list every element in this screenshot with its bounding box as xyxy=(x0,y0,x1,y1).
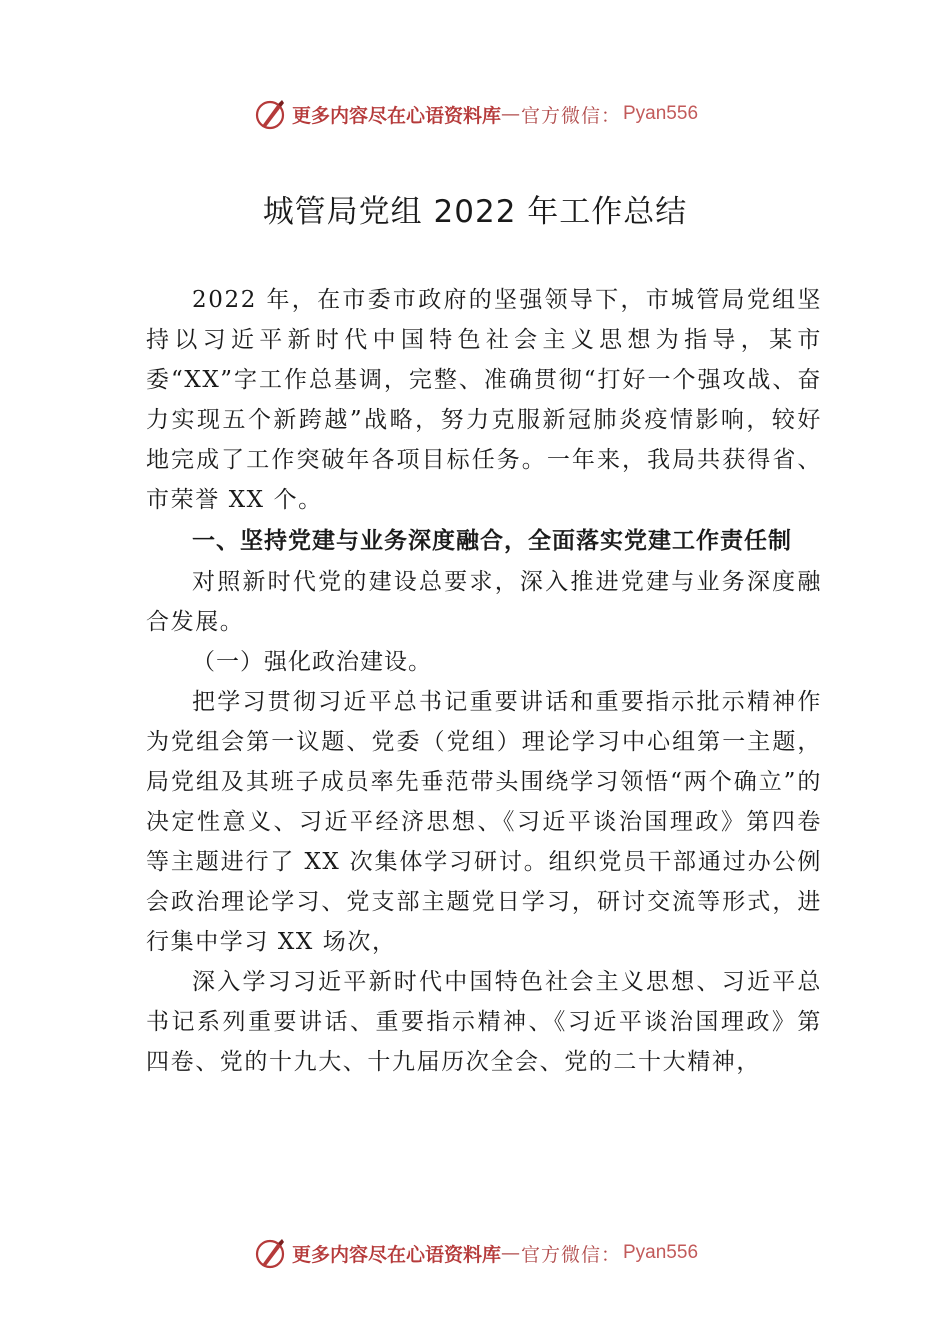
body-paragraph: 深入学习习近平新时代中国特色社会主义思想、习近平总书记系列重要讲话、重要指示精神、《习近平谈治国理政》第四卷、党的十九大、十九届历次全会、党的二十大精神， xyxy=(146,969,822,1075)
watermark-dash: — xyxy=(500,1242,521,1264)
pen-logo-icon xyxy=(252,1235,288,1271)
section-intro-paragraph: 对照新时代党的建设总要求，深入推进党建与业务深度融合发展。 xyxy=(146,569,822,635)
body-paragraph: 把学习贯彻习近平总书记重要讲话和重要指示批示精神作为党组会第一议题、党委（党组）理论学习中心组第一主题，局党组及其班子成员率先垂范带头围绕学习领悟“两个确立”的决定性意义、习近平经济思想、《习近平谈治国理政》第四卷等主题进行了 XX 次集体学习研讨。组织党员干部通过办公例会政治理论学习、党支部主题党日学习，研讨交流等形式，进行集中学习 XX 场次， xyxy=(146,689,822,955)
watermark-wechat-id: Pyan556 xyxy=(623,1242,699,1263)
watermark-header xyxy=(0,94,950,134)
watermark-official-text: 官方微信： xyxy=(520,104,621,127)
document-body xyxy=(146,280,822,1082)
section-heading-1: 一、坚持党建与业务深度融合，全面落实党建工作责任制 xyxy=(192,528,792,554)
document-title: 城管局党组 2022 年工作总结 xyxy=(262,194,688,230)
pen-logo-icon xyxy=(252,96,288,132)
watermark-footer xyxy=(0,1233,950,1273)
watermark-library-text: 更多内容尽在心语资料库 xyxy=(291,104,501,127)
intro-paragraph: 2022 年，在市委市政府的坚强领导下，市城管局党组坚持以习近平新时代中国特色社会主义思想为指导，某市委“XX”字工作总基调，完整、准确贯彻“打好一个强攻战、奋力实现五个新跨越”战略，努力克服新冠肺炎疫情影响，较好地完成了工作突破年各项目标任务。一年来，我局共获得省、市荣誉 XX 个。 xyxy=(146,287,822,513)
watermark-official-text: 官方微信： xyxy=(520,1243,621,1266)
watermark-dash: — xyxy=(500,103,521,125)
watermark-library-text: 更多内容尽在心语资料库 xyxy=(291,1243,501,1266)
subsection-heading-1: （一）强化政治建设。 xyxy=(192,649,432,675)
watermark-wechat-id: Pyan556 xyxy=(623,103,699,124)
